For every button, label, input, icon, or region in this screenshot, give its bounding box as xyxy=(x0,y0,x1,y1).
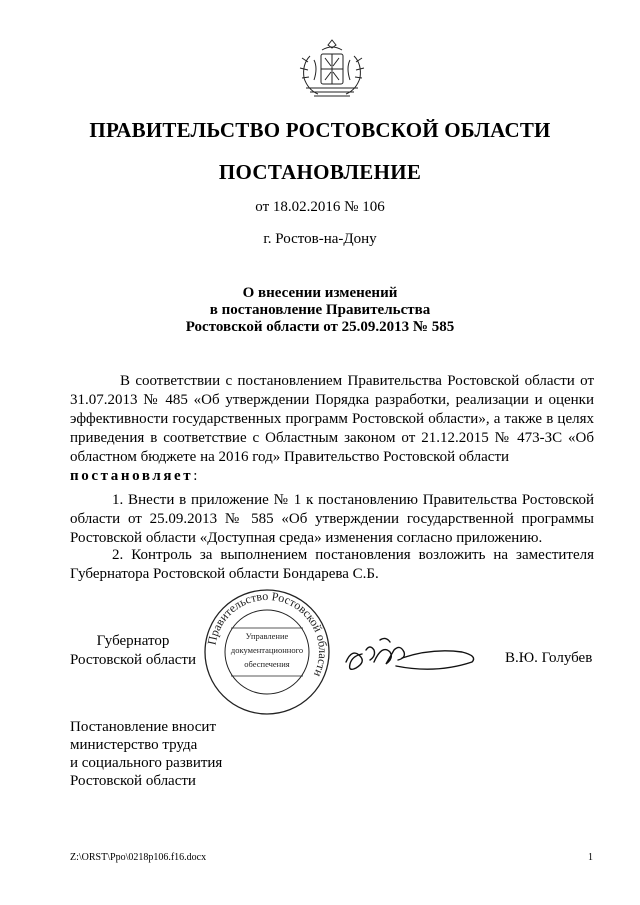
preamble-paragraph xyxy=(70,372,594,486)
resolves-word: постановляет xyxy=(70,468,194,484)
submitter-line: и социального развития xyxy=(70,755,223,771)
stamp-inner-line: документационного xyxy=(230,645,304,655)
official-stamp xyxy=(203,588,331,716)
clause-1: 1. Внести в приложение № 1 к постановлению Правительства Ростовской области от 25.09.2013 № 585 «Об утверждении государственной программы Ростовской области «Доступная среда» изменения согласно приложению. xyxy=(70,492,594,546)
signatory-role xyxy=(70,632,196,670)
role-line: Ростовской области xyxy=(70,652,196,668)
signatory-name: В.Ю. Голубев xyxy=(505,650,593,666)
submitter-line: Ростовской области xyxy=(70,773,196,789)
submitted-by xyxy=(70,718,222,790)
preamble-text: В соответствии с постановлением Правительства Ростовской области от 31.07.2013 № 485 «Об утверждении Порядка разработки, реализации и оценки эффективности государственных программ Ростовской области», а также в целях приведения в соответствие с Областным законом от 21.12.2015 № 473-ЗС «Об областном бюджете на 2016 год» Правительство Ростовской области xyxy=(70,373,594,465)
stamp-inner-line: обеспечения xyxy=(244,659,290,669)
subject-line: в постановление Правительства xyxy=(209,302,431,318)
submitter-line: министерство труда xyxy=(70,737,198,753)
document-type: ПОСТАНОВЛЕНИЕ xyxy=(218,160,422,184)
stamp-outer-text: Правительство Ростовской области xyxy=(204,588,331,680)
role-line: Губернатор xyxy=(96,633,170,649)
handwritten-signature xyxy=(340,632,475,678)
submitter-line: Постановление вносит xyxy=(70,719,217,735)
stamp-inner-line: Управление xyxy=(245,631,289,641)
coat-of-arms-icon xyxy=(296,38,368,100)
subject-line: Ростовской области от 25.09.2013 № 585 xyxy=(185,319,455,335)
page-number: 1 xyxy=(588,852,593,863)
document-subject xyxy=(0,285,640,336)
file-path: Z:\ORST\Ppo\0218p106.f16.docx xyxy=(70,852,207,863)
document-date-number: от 18.02.2016 № 106 xyxy=(255,199,385,215)
document-city: г. Ростов-на-Дону xyxy=(263,231,377,247)
government-name: ПРАВИТЕЛЬСТВО РОСТОВСКОЙ ОБЛАСТИ xyxy=(89,118,551,142)
clause-2: 2. Контроль за выполнением постановления возложить на заместителя Губернатора Ростовской области Бондарева С.Б. xyxy=(70,547,594,582)
subject-line: О внесении изменений xyxy=(242,285,398,301)
preamble-colon: : xyxy=(193,468,198,484)
